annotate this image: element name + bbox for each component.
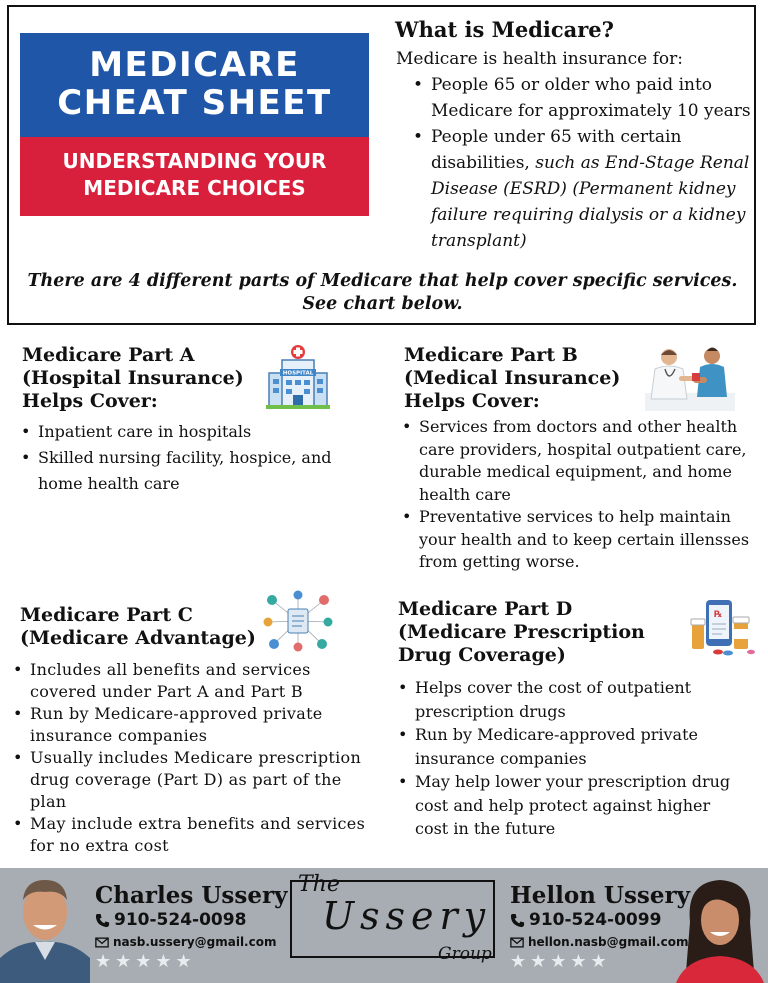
whatis-bullet-2-italic: such as End-Stage Renal Disease (ESRD) (Permanent kidney failure requiring dialysis or a kidney transplant) — [431, 153, 750, 251]
list-item: • Run by Medicare-approved private insurance companies — [398, 723, 743, 770]
part-a-heading — [22, 344, 244, 413]
prescription-phone-icon — [688, 597, 756, 657]
whatis-bullet-2 — [411, 124, 751, 254]
contact-name-charles: Charles Ussery — [95, 882, 288, 909]
avatar-charles — [0, 870, 90, 983]
hospital-icon — [264, 343, 332, 411]
part-d-title: Medicare Part D — [398, 598, 573, 620]
whatis-bullet-2-text: People under 65 with certain disabilities, — [431, 127, 682, 173]
contact-phone-charles-row — [95, 910, 287, 930]
whatis-list — [411, 72, 751, 254]
hospital-sign: HOSPITAL — [282, 370, 314, 377]
whatis-heading: What is Medicare? — [395, 17, 614, 42]
whatis-intro: Medicare is health insurance for: — [396, 49, 683, 69]
doctor-patient-icon — [645, 343, 735, 411]
banner-subtitle-line2: MEDICARE CHOICES — [83, 176, 306, 200]
health-network-icon — [262, 590, 334, 652]
parts-intro-line2: See chart below. — [302, 294, 463, 314]
contact-email-charles-row — [95, 935, 287, 949]
contact-email-hellon: hellon.nasb@gmail.com — [528, 935, 689, 949]
part-b-subtitle: (Medical Insurance) — [404, 367, 621, 389]
contact-email-charles: nasb.ussery@gmail.com — [113, 935, 277, 949]
part-d-subtitle: (Medicare Prescription Drug Coverage) — [398, 621, 645, 666]
part-c-heading — [20, 604, 256, 650]
list-item: • Inpatient care in hospitals — [21, 419, 341, 445]
avatar-hellon — [672, 872, 768, 983]
parts-intro — [10, 270, 755, 316]
contact-phone-charles: 910-524-0098 — [114, 910, 247, 930]
contact-left — [95, 882, 287, 972]
logo-ussery: Ussery — [322, 894, 492, 938]
list-item: • Usually includes Medicare prescription drug coverage (Part D) as part of the plan — [13, 747, 368, 813]
mail-icon — [95, 937, 109, 948]
banner-subtitle-block — [20, 137, 369, 216]
contact-phone-hellon-row — [510, 910, 690, 930]
contact-email-hellon-row — [510, 935, 690, 949]
part-d-list — [398, 676, 743, 841]
banner-title-line2: CHEAT SHEET — [57, 83, 332, 123]
part-c-list — [13, 659, 368, 857]
parts-intro-line1: There are 4 different parts of Medicare that help cover specific services. — [27, 271, 738, 291]
contact-name-hellon: Hellon Ussery — [510, 882, 690, 909]
rating-stars: ★★★★★ — [95, 951, 196, 972]
part-b-heading — [404, 344, 620, 413]
contact-right — [510, 882, 690, 972]
part-a-helps-cover: Helps Cover: — [22, 390, 158, 412]
list-item: • Preventative services to help maintain your health and to keep certain illensses from getting worse. — [402, 506, 752, 574]
list-item: • May help lower your prescription drug cost and help protect against higher cost in the future — [398, 770, 743, 841]
whatis-bullet-1: • People 65 or older who paid into Medicare for approximately 10 years — [411, 72, 751, 124]
part-b-list — [402, 416, 752, 574]
part-b-helps-cover: Helps Cover: — [404, 390, 540, 412]
contact-phone-hellon: 910-524-0099 — [529, 910, 662, 930]
list-item: • Services from doctors and other health care providers, hospital outpatient care, durable medical equipment, and home health care — [402, 416, 752, 506]
list-item: • Includes all benefits and services covered under Part A and Part B — [13, 659, 368, 703]
phone-icon — [510, 913, 525, 928]
part-a-subtitle: (Hospital Insurance) — [22, 367, 244, 389]
banner-title-block — [20, 33, 369, 137]
rating-stars: ★★★★★ — [510, 951, 611, 972]
part-d-heading — [398, 598, 688, 667]
part-a-title: Medicare Part A — [22, 344, 195, 366]
list-item: • Run by Medicare-approved private insurance companies — [13, 703, 368, 747]
list-item: • Skilled nursing facility, hospice, and home health care — [21, 445, 341, 497]
part-c-subtitle: (Medicare Advantage) — [20, 627, 256, 649]
mail-icon — [510, 937, 524, 948]
svg-text:℞: ℞ — [714, 610, 723, 620]
logo-the: The — [298, 872, 340, 897]
phone-icon — [95, 913, 110, 928]
banner-subtitle-line1: UNDERSTANDING YOUR — [62, 149, 327, 173]
part-b-title: Medicare Part B — [404, 344, 578, 366]
part-a-list — [21, 419, 341, 497]
logo-group: Group — [438, 944, 492, 964]
banner-title-line1: MEDICARE — [89, 45, 300, 85]
part-c-title: Medicare Part C — [20, 604, 193, 626]
list-item: • Helps cover the cost of outpatient prescription drugs — [398, 676, 743, 723]
list-item: • May include extra benefits and services for no extra cost — [13, 813, 368, 857]
